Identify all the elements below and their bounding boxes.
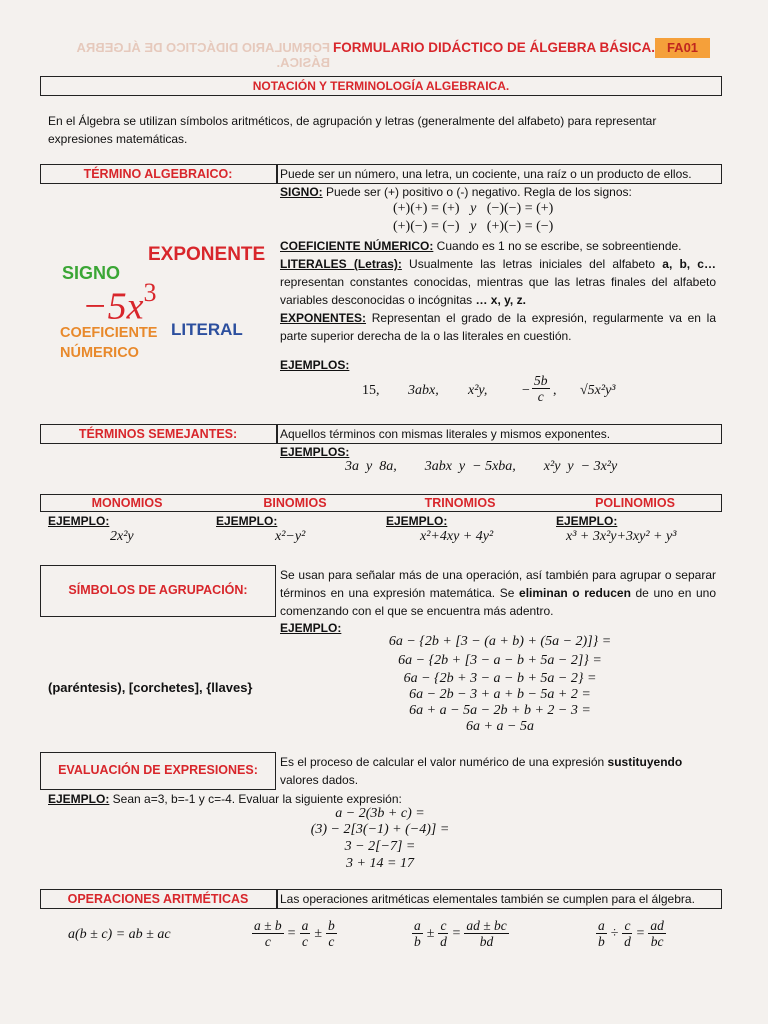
exponent-label: EXPONENTES: — [280, 311, 367, 325]
frac2-a-num: a — [414, 918, 421, 933]
frac2-a — [412, 918, 423, 949]
frac1-a-num: a ± b — [254, 918, 282, 933]
frac1-c — [326, 918, 337, 949]
evaluation-example-text: Sean a=3, b=-1 y c=-4. Evaluar la siguiente expresión: — [109, 792, 402, 806]
sign-rule-b: (−)(−) = (+) — [486, 201, 554, 216]
frac3-b — [622, 918, 632, 949]
coef-paragraph — [280, 237, 720, 255]
example-fraction — [532, 373, 550, 404]
poly-example-2: x²−y² — [275, 529, 306, 544]
diagram-term — [82, 278, 157, 329]
operations-distributive: a(b ± c) = ab ± ac — [68, 927, 171, 942]
frac1-pm: ± — [314, 925, 323, 941]
frac1-a-den: c — [264, 934, 271, 949]
evaluation-text-b: sustituyendo — [607, 755, 683, 769]
frac3-eq: = — [636, 925, 645, 941]
evaluation-text — [280, 753, 716, 789]
example-3abx: 3abx, — [408, 383, 439, 398]
frac1-c-den: c — [328, 934, 335, 949]
evaluation-text-c: valores dados. — [280, 773, 359, 787]
sign-rule-y1: y — [470, 201, 477, 216]
diagram-power: 3 — [143, 278, 157, 307]
poly-example-label-3: EJEMPLO: — [386, 514, 448, 528]
poly-example-label-1: EJEMPLO: — [48, 514, 110, 528]
grouping-symbols: (paréntesis), [corchetes], {llaves} — [48, 680, 253, 695]
term-definition: Puede ser un número, una letra, un cociente, una raíz o un producto de ellos. — [280, 167, 692, 181]
grouping-step-1: 6a − {2b + [3 − (a + b) + (5a − 2)]} = — [388, 634, 612, 649]
poly-polinomios: POLINOMIOS — [595, 496, 675, 510]
frac2-pm: ± — [426, 925, 435, 941]
coef-text: Cuando es 1 no se escribe, se sobreentiende. — [433, 239, 682, 253]
exponent-paragraph — [280, 309, 716, 345]
sign-rule-1 — [393, 201, 553, 217]
sign-rule-y2: y — [470, 219, 477, 234]
notation-title: NOTACIÓN Y TERMINOLOGÍA ALGEBRAICA. — [252, 79, 510, 93]
literal-label: LITERALES (Letras): — [280, 257, 402, 271]
sign-rule-2 — [393, 219, 553, 235]
frac3-c-den: bc — [650, 934, 664, 949]
operations-fraction-cross — [412, 918, 509, 949]
term-examples-label: EJEMPLOS: — [280, 358, 350, 372]
exponent-text: Representan el grado de la expresión, regularmente va en la parte superior derecha de la o las literales en cuestión. — [280, 311, 716, 343]
term-title: TÉRMINO ALGEBRAICO: — [83, 167, 233, 181]
example-root: √5x²y³ — [580, 383, 616, 398]
poly-monomios: MONOMIOS — [91, 496, 163, 510]
diagram-numerico: NÚMERICO — [60, 345, 139, 361]
page-title: FORMULARIO DIDÁCTICO DE ÁLGEBRA BÁSICA. — [333, 40, 655, 55]
frac1-b-num: a — [301, 918, 309, 933]
grouping-step-5: 6a + a − 5a − 2b + b + 2 − 3 = — [409, 703, 591, 718]
frac3-b-den: d — [624, 934, 631, 949]
frac2-eq: = — [452, 925, 461, 941]
operations-title: OPERACIONES ARITMÉTICAS — [67, 892, 249, 906]
frac1-b — [300, 918, 311, 949]
grouping-text-a: Se usan para señalar más de una operación, así también para agrupar o separar términos en una expresión matemática. Se — [280, 568, 716, 600]
sign-rule-a: (+)(+) = (+) — [393, 201, 460, 216]
evaluation-title: EVALUACIÓN DE EXPRESIONES: — [58, 763, 258, 777]
frac2-c-den: bd — [479, 934, 494, 949]
literal-text-d: … x, y, z. — [475, 293, 526, 307]
poly-trinomios: TRINOMIOS — [424, 496, 496, 510]
like-terms-title: TÉRMINOS SEMEJANTES: — [78, 427, 238, 441]
frac3-div: ÷ — [610, 925, 619, 941]
literal-text-c: representan constantes conocidas, mientras que las letras finales del alfabeto variables desconocidas o incógnitas — [280, 275, 716, 307]
diagram-literal: LITERAL — [171, 320, 243, 339]
frac3-a-num: a — [598, 918, 605, 933]
diagram-exponente: EXPONENTE — [148, 244, 266, 265]
grouping-step-2: 6a − {2b + [3 − a − b + 5a − 2]} = — [398, 653, 602, 668]
frac3-a-den: b — [598, 934, 605, 949]
evaluation-example-label: EJEMPLO: — [48, 792, 110, 806]
mirrored-title: FORMULARIO DIDÁCTICO DE ÁLGEBRA BÁSICA. — [76, 40, 330, 70]
grouping-example-label: EJEMPLO: — [280, 621, 342, 635]
frac3-c-num: ad — [650, 918, 664, 933]
example-x2y: x²y, — [468, 383, 488, 398]
like-terms-definition: Aquellos términos con mismas literales y mismos exponentes. — [280, 427, 611, 441]
evaluation-step-4: 3 + 14 = 17 — [346, 856, 414, 871]
frac2-b-num: c — [440, 918, 447, 933]
poly-example-3: x²+4xy + 4y² — [420, 529, 494, 544]
frac2-a-den: b — [414, 934, 421, 949]
evaluation-step-2: (3) − 2[3(−1) + (−4)] = — [310, 822, 450, 837]
evaluation-step-1: a − 2(3b + c) = — [335, 806, 425, 821]
sign-paragraph — [280, 183, 720, 201]
frac2-c — [464, 918, 508, 949]
grouping-text-c: de uno en uno comenzando con el que se encuentra más adentro. — [280, 586, 717, 618]
example-fraction-num: 5b — [534, 373, 548, 388]
poly-example-4: x³ + 3x²y+3xy² + y³ — [566, 529, 677, 544]
frac3-a — [596, 918, 607, 949]
frac1-eq: = — [287, 925, 296, 941]
sign-rule-c: (+)(−) = (−) — [393, 219, 460, 234]
sign-rule-d: (+)(−) = (−) — [486, 219, 554, 234]
notation-intro: En el Álgebra se utilizan símbolos aritméticos, de agrupación y letras (generalmente del alfabeto) para representar expresiones matemáticas. — [48, 114, 657, 146]
grouping-step-3: 6a − {2b + 3 − a − b + 5a − 2} = — [403, 671, 597, 686]
diagram-signo: SIGNO — [62, 263, 121, 283]
poly-example-1: 2x²y — [110, 529, 134, 544]
example-comma: , — [553, 383, 557, 398]
operations-fraction-addition — [252, 918, 337, 949]
evaluation-text-a: Es el proceso de calcular el valor numérico de una expresión — [280, 755, 608, 769]
frac2-c-num: ad ± bc — [466, 918, 507, 933]
frac1-b-den: c — [301, 934, 308, 949]
grouping-text — [280, 566, 716, 620]
operations-text: Las operaciones aritméticas elementales también se cumplen para el álgebra. — [280, 892, 695, 906]
frac3-c — [648, 918, 666, 949]
frac2-b — [438, 918, 448, 949]
like-terms-examples: 3a y 8a, 3abx y − 5xba, x²y y − 3x²y — [345, 459, 618, 474]
like-terms-examples-label: EJEMPLOS: — [280, 445, 350, 459]
frac3-b-num: c — [624, 918, 631, 933]
diagram-coeficiente: COEFICIENTE — [60, 325, 158, 341]
poly-example-label-2: EJEMPLO: — [216, 514, 278, 528]
grouping-title: SÍMBOLOS DE AGRUPACIÓN: — [68, 583, 248, 597]
mirrored-header — [40, 40, 330, 70]
frac1-a — [252, 918, 284, 949]
coef-label: COEFICIENTE NÚMERICO: — [280, 239, 434, 253]
sign-text: Puede ser (+) positivo o (-) negativo. Regla de los signos: — [322, 185, 632, 199]
diagram-term-text: −5x — [82, 285, 144, 328]
poly-binomios: BINOMIOS — [263, 496, 327, 510]
grouping-step-4: 6a − 2b − 3 + a + b − 5a + 2 = — [409, 687, 591, 702]
poly-example-label-4: EJEMPLO: — [556, 514, 618, 528]
example-fraction-den: c — [537, 389, 544, 404]
operations-fraction-division — [596, 918, 666, 949]
sign-label: SIGNO: — [280, 185, 323, 199]
frac2-b-den: d — [440, 934, 447, 949]
example-minus: − — [522, 383, 530, 398]
frac1-c-num: b — [328, 918, 335, 933]
document-code-badge: FA01 — [655, 38, 710, 58]
literal-text-a: Usualmente las letras iniciales del alfabeto — [401, 257, 663, 271]
evaluation-step-3: 3 − 2[−7] = — [344, 839, 416, 854]
literal-paragraph — [280, 255, 716, 309]
grouping-step-6: 6a + a − 5a — [466, 719, 534, 734]
literal-text-b: a, b, c… — [662, 257, 716, 271]
grouping-text-b: eliminan o reducen — [519, 586, 631, 600]
example-15: 15, — [362, 383, 380, 398]
